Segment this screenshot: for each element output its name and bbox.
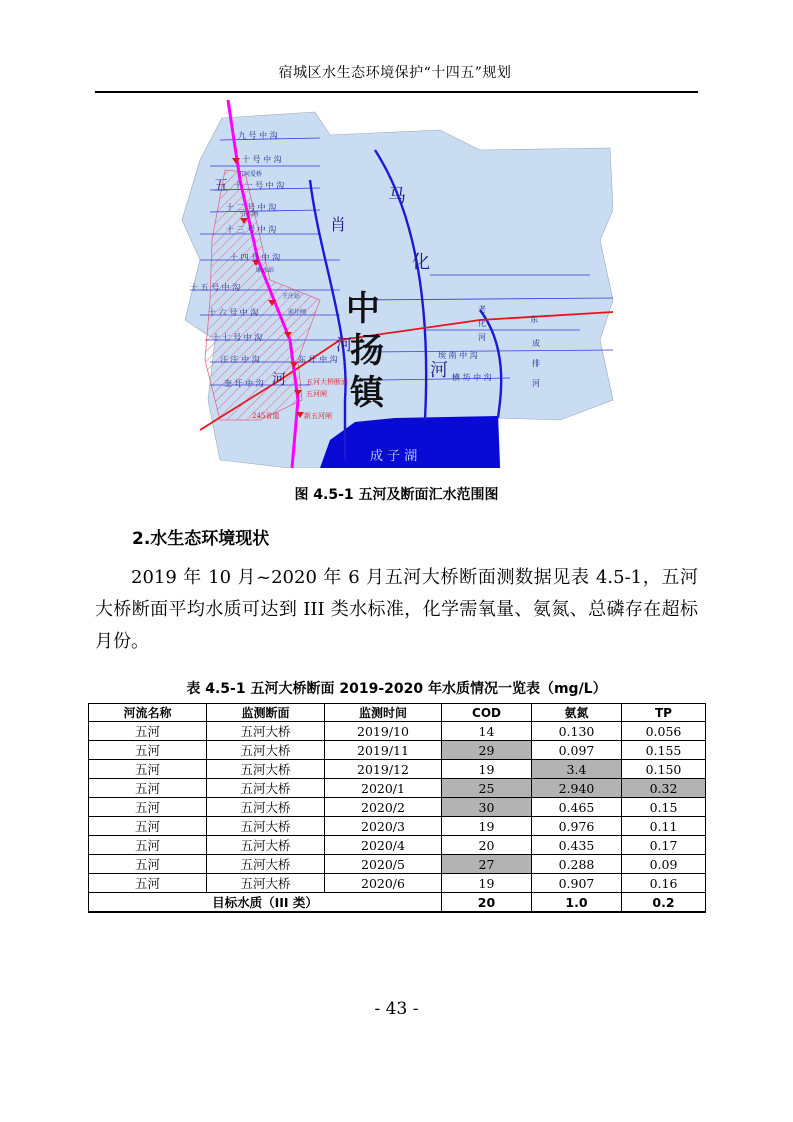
label-laohua-3: 河 xyxy=(478,333,486,342)
label-laohua-2: 化 xyxy=(478,319,486,328)
table-cell: 五河 xyxy=(89,779,207,798)
table-cell: 五河大桥 xyxy=(207,798,325,817)
table-cell: 2020/2 xyxy=(325,798,442,817)
table-cell: 2020/3 xyxy=(325,817,442,836)
label-station-c: 前圩闸 xyxy=(288,309,307,316)
target-nh3: 1.0 xyxy=(532,893,622,913)
target-cod: 20 xyxy=(442,893,532,913)
table-cell: 2.940 xyxy=(532,779,622,798)
table-cell: 五河大桥 xyxy=(207,741,325,760)
label-ditch-zhuang: 汪 庄 中 沟 xyxy=(220,355,260,364)
label-xin-wuhe-gate: 新五河闸 xyxy=(304,412,332,420)
table-cell: 19 xyxy=(442,874,532,893)
label-ditch16: 十 六 号 中 沟 xyxy=(208,308,259,317)
table-cell: 五河 xyxy=(89,855,207,874)
table-cell: 20 xyxy=(442,836,532,855)
table-cell: 0.288 xyxy=(532,855,622,874)
table-cell: 0.09 xyxy=(622,855,706,874)
table-cell: 五河 xyxy=(89,722,207,741)
label-laohua-1: 老 xyxy=(478,305,486,314)
table-cell: 14 xyxy=(442,722,532,741)
col-time: 监测时间 xyxy=(325,704,442,722)
table-cell: 2019/10 xyxy=(325,722,442,741)
table-cell: 2020/6 xyxy=(325,874,442,893)
label-bridge-section: 五河大桥断面 xyxy=(306,378,348,386)
label-he3: 河 xyxy=(336,335,353,354)
label-ditch13: 十 三 号 中 沟 xyxy=(226,225,277,234)
table-cell: 2019/12 xyxy=(325,760,442,779)
label-hua: 化 xyxy=(412,252,430,273)
table-cell: 五河 xyxy=(89,760,207,779)
label-dongcheng-3: 排 xyxy=(532,359,540,368)
col-nh3: 氨氮 xyxy=(532,704,622,722)
table-cell: 0.15 xyxy=(622,798,706,817)
label-ditch-kuixu: 奎 圩 中 沟 xyxy=(224,379,264,388)
table-cell: 0.16 xyxy=(622,874,706,893)
table-cell: 2020/4 xyxy=(325,836,442,855)
table-cell: 0.465 xyxy=(532,798,622,817)
label-ditch11: 十 一 号 中 沟 xyxy=(234,181,285,190)
figure-caption: 图 4.5-1 五河及断面汇水范围图 xyxy=(294,487,499,503)
table-cell: 3.4 xyxy=(532,760,622,779)
label-ditch17: 十 七 号 中 沟 xyxy=(212,333,263,342)
label-dongcheng-1: 东 xyxy=(530,315,538,324)
table-cell: 五河大桥 xyxy=(207,855,325,874)
col-tp: TP xyxy=(622,704,706,722)
table-cell: 五河大桥 xyxy=(207,779,325,798)
page-number: - 43 - xyxy=(374,999,419,1019)
table-row xyxy=(89,817,706,836)
water-quality-table xyxy=(88,703,706,913)
label-wuhe-gate: 五河爱桥 xyxy=(238,171,263,178)
target-label: 目标水质（III 类） xyxy=(89,893,442,913)
label-station-b: 王庄站 xyxy=(282,293,301,300)
label-dongcheng-4: 河 xyxy=(532,379,540,388)
label-xiao: 肖 xyxy=(330,215,347,234)
label-town-zhong: 中 xyxy=(346,289,380,329)
table-cell: 五河大桥 xyxy=(207,836,325,855)
table-cell: 0.097 xyxy=(532,741,622,760)
table-cell: 0.17 xyxy=(622,836,706,855)
label-ditch-dongxu: 东 圩 中 沟 xyxy=(298,355,338,364)
table-row xyxy=(89,798,706,817)
table-cell: 19 xyxy=(442,760,532,779)
table-cell: 五河 xyxy=(89,741,207,760)
table-cell: 27 xyxy=(442,855,532,874)
table-caption: 表 4.5-1 五河大桥断面 2019-2020 年水质情况一览表（mg/L） xyxy=(186,681,607,697)
table-cell: 五河 xyxy=(89,836,207,855)
label-road245: 245省道 xyxy=(252,412,280,420)
table-cell: 0.056 xyxy=(622,722,706,741)
table-cell: 0.976 xyxy=(532,817,622,836)
table-cell: 五河 xyxy=(89,798,207,817)
table-cell: 19 xyxy=(442,817,532,836)
table-cell: 五河 xyxy=(89,874,207,893)
table-cell: 五河 xyxy=(89,817,207,836)
table-header-row xyxy=(89,704,706,722)
table-cell: 2019/11 xyxy=(325,741,442,760)
col-cod: COD xyxy=(442,704,532,722)
col-river-name: 河流名称 xyxy=(89,704,207,722)
label-station-a: 耿永站 xyxy=(256,267,275,274)
label-yinshui: 引水闸 xyxy=(240,211,259,218)
table-cell: 2020/5 xyxy=(325,855,442,874)
table-row xyxy=(89,836,706,855)
label-ditch-hengnan: 埃 南 中 沟 xyxy=(438,351,478,360)
table-cell: 0.155 xyxy=(622,741,706,760)
table-cell: 0.150 xyxy=(622,760,706,779)
label-ditch12: 十 二 号 中 沟 xyxy=(226,203,277,212)
table-row xyxy=(89,722,706,741)
table-cell: 五河大桥 xyxy=(207,760,325,779)
label-ditch14: 十 四 号 中 沟 xyxy=(230,253,281,262)
label-he2: 河 xyxy=(430,360,448,381)
label-wuhe-gate2: 五河闸 xyxy=(306,390,327,398)
label-dongcheng-2: 成 xyxy=(532,339,540,348)
page-header: 宿城区水生态环境保护“十四五”规划 xyxy=(278,65,512,81)
label-town-zhen: 镇 xyxy=(350,373,384,413)
table-row xyxy=(89,760,706,779)
label-ditch10: 十 号 中 沟 xyxy=(242,155,282,164)
col-section: 监测断面 xyxy=(207,704,325,722)
table-cell: 五河大桥 xyxy=(207,874,325,893)
table-row xyxy=(89,741,706,760)
target-tp: 0.2 xyxy=(622,893,706,913)
table-cell: 29 xyxy=(442,741,532,760)
label-ditch9: 九 号 中 沟 xyxy=(238,131,278,140)
table-cell: 五河大桥 xyxy=(207,722,325,741)
table-cell: 五河大桥 xyxy=(207,817,325,836)
table-cell: 0.130 xyxy=(532,722,622,741)
label-ditch15: 十 五 号 中 沟 xyxy=(190,283,241,292)
label-ditch-hengfang: 横 坊 中 沟 xyxy=(452,373,492,382)
header-divider xyxy=(95,91,698,93)
label-town-yang: 扬 xyxy=(350,331,384,371)
table-row xyxy=(89,855,706,874)
body-paragraph: 2019 年 10 月~2020 年 6 月五河大桥断面测数据见表 4.5-1，五河大桥断面平均水质可达到 III 类水标准，化学需氧量、氨氮、总磷存在超标月份。 xyxy=(95,567,698,652)
table-cell: 0.435 xyxy=(532,836,622,855)
table-row xyxy=(89,779,706,798)
table-row xyxy=(89,874,706,893)
target-row xyxy=(89,893,706,913)
table-cell: 25 xyxy=(442,779,532,798)
label-he: 河 xyxy=(272,372,286,388)
table-cell: 0.907 xyxy=(532,874,622,893)
table-cell: 0.32 xyxy=(622,779,706,798)
label-wu: 五 xyxy=(214,178,228,194)
catchment-map xyxy=(180,100,613,468)
table-cell: 2020/1 xyxy=(325,779,442,798)
section-heading: 2.水生态环境现状 xyxy=(132,529,270,549)
table-cell: 30 xyxy=(442,798,532,817)
label-ma: 马 xyxy=(388,186,406,207)
label-lake: 成 子 湖 xyxy=(370,449,418,464)
table-cell: 0.11 xyxy=(622,817,706,836)
